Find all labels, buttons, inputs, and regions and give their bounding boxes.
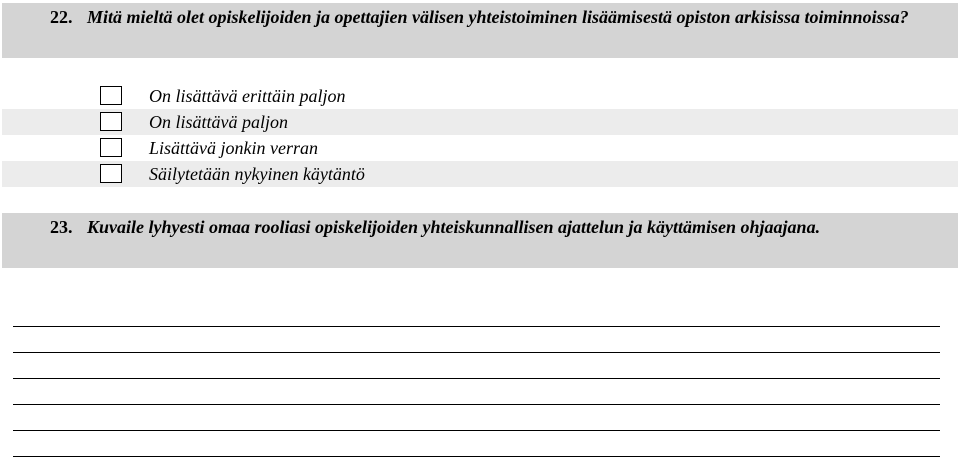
checkbox[interactable]	[100, 86, 122, 105]
answer-line[interactable]	[13, 431, 940, 457]
question-number: 22.	[50, 7, 73, 27]
question-number: 23.	[50, 217, 73, 237]
answer-lines[interactable]	[13, 326, 940, 457]
answer-line[interactable]	[13, 405, 940, 431]
question-23-header	[2, 213, 958, 268]
option-row[interactable]	[2, 83, 958, 109]
option-label: Lisättävä jonkin verran	[149, 138, 318, 158]
option-row[interactable]	[2, 161, 958, 187]
answer-options	[2, 83, 958, 187]
answer-line[interactable]	[13, 327, 940, 353]
checkbox[interactable]	[100, 112, 122, 131]
checkbox[interactable]	[100, 164, 122, 183]
question-text: Mitä mieltä olet opiskelijoiden ja opettajien välisen yhteistoiminen lisäämisestä opiston arkisissa toiminnoissa?	[87, 7, 909, 27]
checkbox[interactable]	[100, 138, 122, 157]
option-label: Säilytetään nykyinen käytäntö	[149, 164, 365, 184]
option-row[interactable]	[2, 109, 958, 135]
option-label: On lisättävä erittäin paljon	[149, 86, 346, 106]
option-row[interactable]	[2, 135, 958, 161]
answer-line[interactable]	[13, 379, 940, 405]
answer-line[interactable]	[13, 353, 940, 379]
question-22-header	[2, 3, 958, 58]
option-label: On lisättävä paljon	[149, 112, 288, 132]
question-text: Kuvaile lyhyesti omaa rooliasi opiskelijoiden yhteiskunnallisen ajattelun ja käyttämisen ohjaajana.	[87, 217, 821, 237]
